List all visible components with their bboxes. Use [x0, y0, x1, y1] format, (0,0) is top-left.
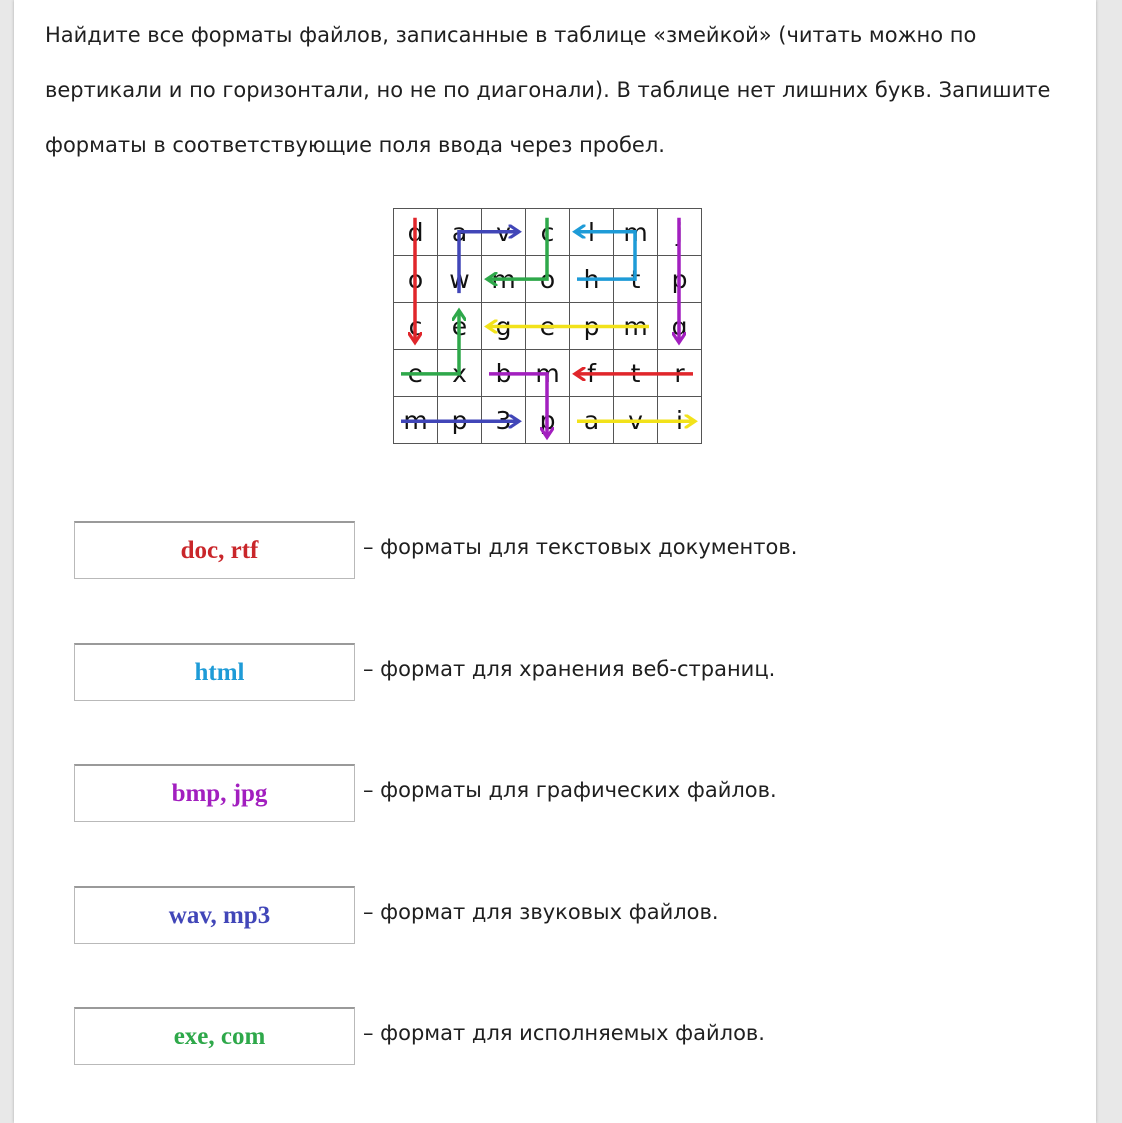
grid-cell: j — [658, 209, 702, 256]
grid-cell: e — [394, 350, 438, 397]
grid-cell: m — [614, 209, 658, 256]
task-page — [14, 0, 1096, 1123]
answer-row-text-docs — [74, 521, 974, 583]
snake-path-html — [577, 232, 635, 279]
grid-cell: t — [614, 256, 658, 303]
answer-description-graphics: – форматы для графических файлов. — [363, 778, 777, 802]
grid-cell: c — [526, 209, 570, 256]
grid-cell: a — [570, 397, 614, 444]
snake-path-exe — [401, 313, 459, 374]
grid-cell: 3 — [482, 397, 526, 444]
answer-description-audio: – формат для звуковых файлов. — [363, 900, 719, 924]
grid-cell: g — [658, 303, 702, 350]
answer-description-executables: – формат для исполняемых файлов. — [363, 1021, 765, 1045]
grid-cell: x — [438, 350, 482, 397]
snake-arrows — [393, 208, 703, 446]
grid-cell: v — [614, 397, 658, 444]
letter-grid — [393, 208, 703, 446]
grid-cell: o — [394, 256, 438, 303]
grid-cell: e — [438, 303, 482, 350]
grid-cell: c — [394, 303, 438, 350]
grid-cell: p — [658, 256, 702, 303]
grid-cell: b — [482, 350, 526, 397]
grid-cell: v — [482, 209, 526, 256]
grid-cell: p — [526, 397, 570, 444]
answer-input-web-pages[interactable]: html — [74, 643, 355, 701]
answer-input-graphics[interactable]: bmp, jpg — [74, 764, 355, 822]
grid-cell: o — [526, 256, 570, 303]
task-instruction: Найдите все форматы файлов, записанные в таблице «змейкой» (читать можно по вертикали и по горизонтали, но не по диагонали). В таблице нет лишних букв. Запишите форматы в соответствующие поля ввода через пробел. — [45, 23, 1051, 157]
answer-input-executables[interactable]: exe, com — [74, 1007, 355, 1065]
grid-cell: f — [570, 350, 614, 397]
grid-cell: m — [526, 350, 570, 397]
grid-cell: m — [614, 303, 658, 350]
snake-path-com — [489, 218, 547, 279]
grid-cell: e — [526, 303, 570, 350]
grid-cell: h — [570, 256, 614, 303]
grid-cell: w — [438, 256, 482, 303]
grid-cell: p — [438, 397, 482, 444]
answer-input-audio[interactable]: wav, mp3 — [74, 886, 355, 944]
grid-cell: m — [482, 256, 526, 303]
snake-path-bmp — [489, 374, 547, 435]
grid-cell: p — [570, 303, 614, 350]
answer-row-audio — [74, 886, 974, 948]
answer-input-text-docs[interactable]: doc, rtf — [74, 521, 355, 579]
answer-row-executables — [74, 1007, 974, 1069]
grid-cell: t — [614, 350, 658, 397]
grid-cell: l — [570, 209, 614, 256]
answer-row-web-pages — [74, 643, 974, 705]
grid-cell: m — [394, 397, 438, 444]
grid-cell: r — [658, 350, 702, 397]
grid-cell: a — [438, 209, 482, 256]
grid-cell: i — [658, 397, 702, 444]
answer-row-graphics — [74, 764, 974, 826]
grid-cell: g — [482, 303, 526, 350]
answer-description-text-docs: – форматы для текстовых документов. — [363, 535, 798, 559]
answer-description-web-pages: – формат для хранения веб-страниц. — [363, 657, 776, 681]
grid-cell: d — [394, 209, 438, 256]
snake-path-wav — [459, 232, 517, 293]
